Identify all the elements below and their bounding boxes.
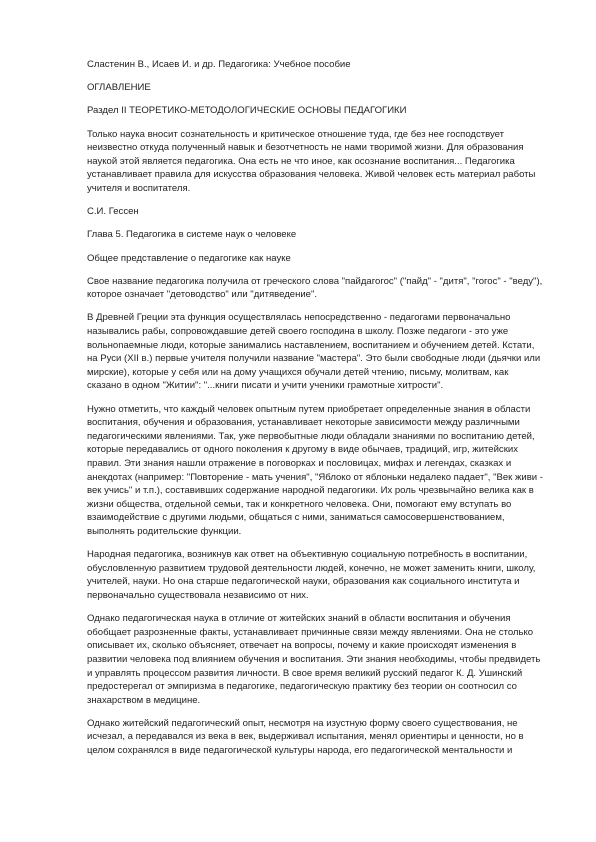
book-citation: Сластенин В., Исаев И. и др. Педагогика: Учебное пособие [87, 59, 351, 70]
toc-heading: ОГЛАВЛЕНИЕ [87, 82, 151, 94]
chapter-title: Глава 5. Педагогика в системе наук о человеке [87, 229, 297, 241]
body-paragraph: Народная педагогика, возникнув как ответ на объективную социальную потребность в воспитании, обусловленную развитием трудовой деятельности людей, конечно, не может заменить книги, школу, учителей, науки. Но она старше педагогической науки, образования как социального института и первоначально существовала независимо от них. [87, 549, 536, 601]
section-title: Раздел II ТЕОРЕТИКО-МЕТОДОЛОГИЧЕСКИЕ ОСНОВЫ ПЕДАГОГИКИ [87, 105, 407, 117]
body-paragraph: Свое название педагогика получила от греческого слова "пайдагогос" ("пайд" - "дитя", "гогос" - "веду"), которое означает "детоводство" или "дитяведение". [87, 275, 543, 301]
body-paragraph: Однако педагогическая наука в отличие от житейских знаний в области воспитания и обучения обобщает разрозненные факты, устанавливает причинные связи между явлениями. Она не столько описывает их, сколько объясняет, отвечает на вопросы, почему и какие происходят изменения в развитии человека под влиянием обучения и воспитания. Эти знания необходимы, чтобы предвидеть и управлять процессом развития личности. В свое время великий русский педагог К. Д. Ушинский предостерегал от эмпиризма в педагогике, педагогическую практику без теории он соотносил со знахарством в медицине. [87, 613, 541, 706]
epigraph-author: С.И. Гессен [87, 206, 139, 218]
body-paragraph: Однако житейский педагогический опыт, несмотря на изустную форму своего существования, не исчезал, а передавался из века в век, выдерживал испытания, менял ориентиры и ценности, но в целом сохранялся в виде педагогической культуры народа, его педагогической ментальности и [87, 717, 524, 757]
body-paragraph: В Древней Греции эта функция осуществлялась непосредственно - педагогами первоначально назывались рабы, сопровождавшие детей своего господина в школу. Позже педагоги - это уже вольноnaемные люди, которые занимались наставлением, воспитанием и обучением детей. Кстати, на Руси (XII в.) первые учителя получили название "мастера". Это были свободные люди (дьячки или мирские), которые у себя или на дому учащихся обучали детей чтению, письму, молитвам, как сказано в одном "Житии": "...книги писати и учити ученики грамотные хитрости". [87, 312, 541, 392]
body-paragraph: Нужно отметить, что каждый человек опытным путем приобретает определенные знания в области воспитания, обучения и образования, устанавливает некоторые зависимости между различными педагогическими явлениями. Так, уже первобытные люди обладали знаниями по воспитанию детей, которые передавались от одного поколения к другому в виде обычаев, традиций, игр, житейских правил. Эти знания нашли отражение в поговорках и пословицах, мифах и легендах, сказках и анекдотах (например: "Повторение - мать учения", "Яблоко от яблоньки недалеко падает", "Век живи - век учись" и т.п.), составивших содержание народной педагогики. Их роль чрезвычайно велика как в жизни общества, отдельной семьи, так и конкретного человека. Они, помогают ему вступать во взаимодействие с другими людьми, общаться с ними, заниматься самосовершенствованием, выполнять родительские функции. [87, 403, 543, 537]
epigraph: Только наука вносит сознательность и критическое отношение туда, где без нее господствует неизвестно откуда полученный навык и безотчетность не нами творимой жизни. Для образования наукой этой является педагогика. Она есть не что иное, как осознание воспитания... Педагогика устанавливает правила для искусства образования человека. Живой человек есть материал работы учителя и воспитателя. [87, 128, 536, 194]
document-page [87, 58, 543, 767]
subsection-title: Общее представление о педагогике как науке [87, 252, 291, 264]
